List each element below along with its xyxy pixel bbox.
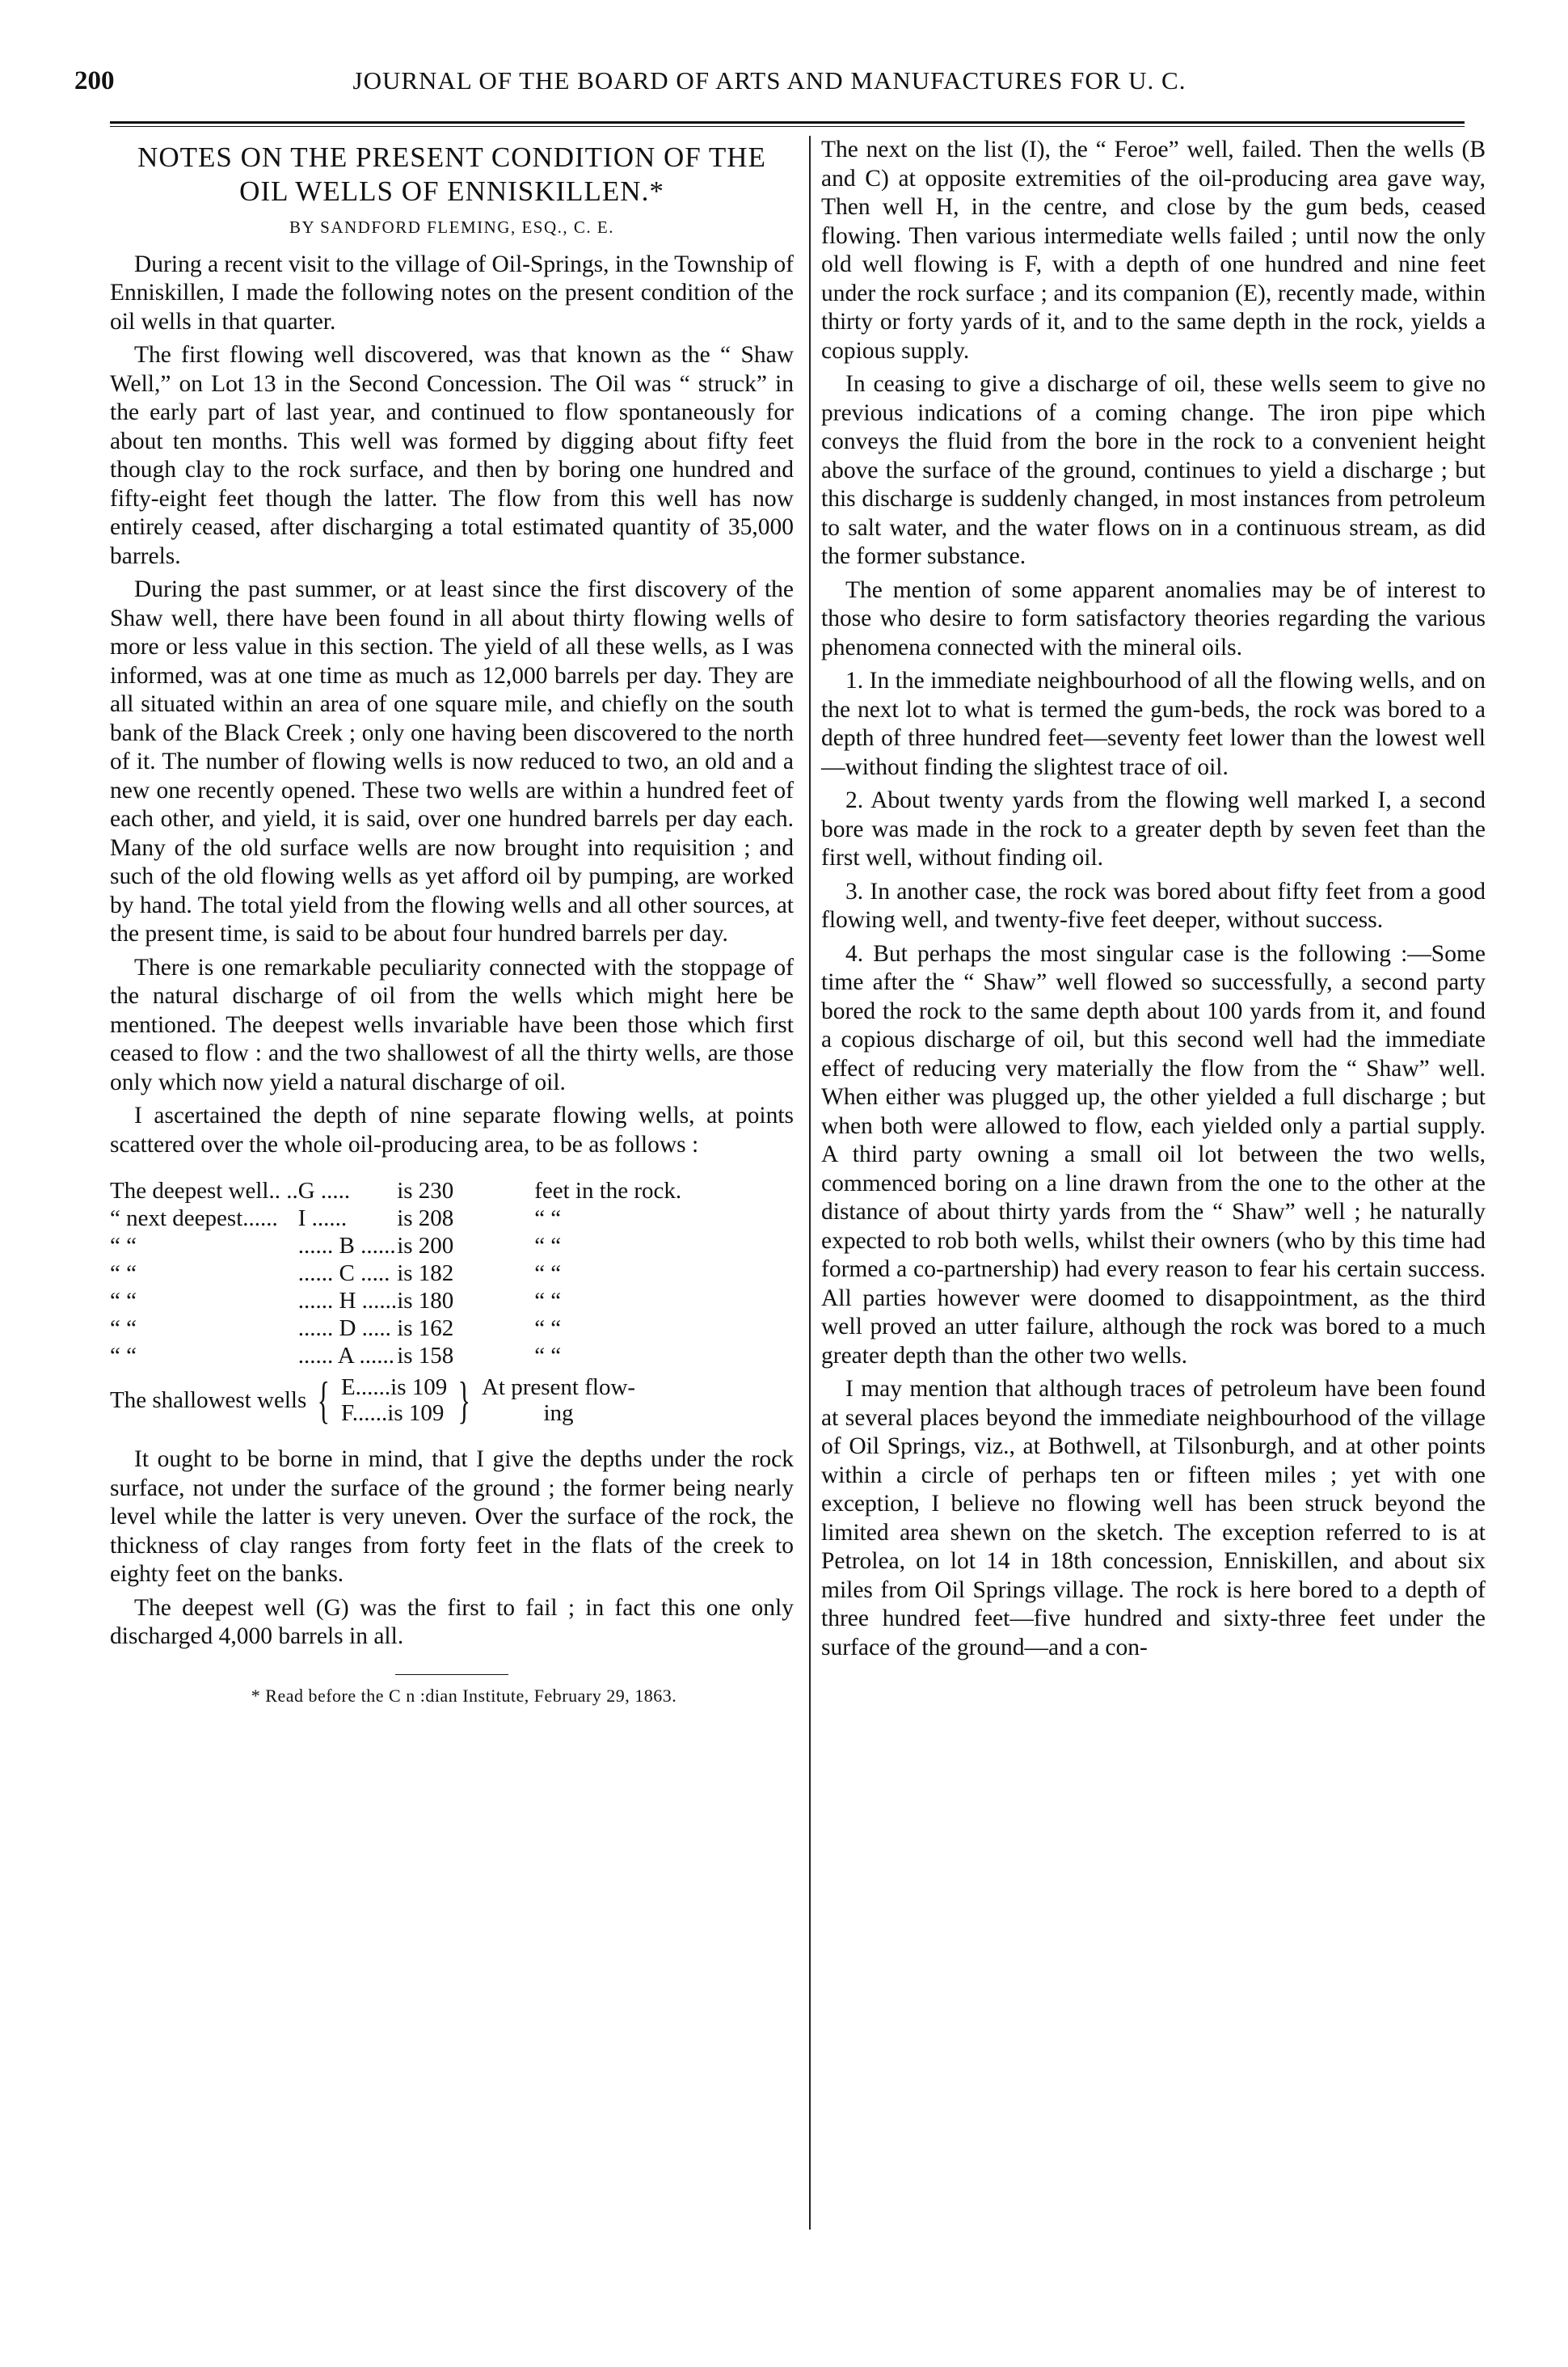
paragraph: The deepest well (G) was the first to fail ; in fact this one only discharged 4,000 barrels in all. bbox=[110, 1594, 794, 1649]
row-label: “ “ bbox=[110, 1260, 137, 1286]
paragraph: In ceasing to give a discharge of oil, these wells seem to give no previous indications of a coming change. The iron pipe which conveys the fluid from the bore in the rock to a convenient height above the surface of the ground, continues to yield a discharge ; but this discharge is suddenly changed, in most instances from petroleum to salt water, and the water flows on in a continuous stream, as did the former substance. bbox=[821, 371, 1486, 569]
well-depth: is 180 bbox=[397, 1288, 454, 1314]
table-row bbox=[110, 1205, 794, 1232]
right-column bbox=[821, 136, 1486, 2238]
left-brace: { bbox=[317, 1371, 331, 1428]
well-letter: ...... A ...... bbox=[297, 1343, 394, 1369]
row-label: “ next deepest...... bbox=[110, 1205, 278, 1231]
well-depth: is 182 bbox=[397, 1260, 454, 1286]
well-letter: I ...... bbox=[297, 1205, 348, 1231]
row-tail: “ “ bbox=[534, 1233, 562, 1259]
row-tail: “ “ bbox=[534, 1343, 562, 1369]
column-divider bbox=[809, 136, 811, 2230]
paragraph: 1. In the immediate neighbourhood of all the flowing wells, and on the next lot to what is termed the gum-beds, the rock was bored to a depth of three hundred feet—seventy feet lower than the lowest well—without finding the slightest trace of oil. bbox=[821, 668, 1486, 780]
shallowest-label: The shallowest wells bbox=[110, 1387, 307, 1413]
well-depth-table bbox=[110, 1177, 794, 1369]
shallow-well-f: F......is 109 bbox=[340, 1400, 445, 1426]
row-tail: “ “ bbox=[534, 1315, 562, 1341]
well-depth: is 158 bbox=[397, 1343, 454, 1369]
well-depth: is 200 bbox=[397, 1233, 454, 1259]
row-label: The deepest well.. .. bbox=[110, 1178, 298, 1204]
shallowest-values bbox=[341, 1374, 447, 1426]
well-depth: is 162 bbox=[397, 1315, 454, 1341]
article-title: NOTES ON THE PRESENT CONDITION OF THE OIL WELLS OF ENNISKILLEN.* bbox=[137, 141, 766, 207]
paragraph: 2. About twenty yards from the flowing well marked I, a second bore was made in the rock to a greater depth by seven feet than the first well, without finding oil. bbox=[821, 787, 1486, 871]
row-tail: “ “ bbox=[534, 1205, 562, 1231]
left-column bbox=[110, 136, 794, 2238]
well-depth: is 230 bbox=[397, 1178, 454, 1204]
paragraph: There is one remarkable peculiarity connected with the stoppage of the natural discharge of oil from the wells which might here be mentioned. The deepest wells invariable have been those which first ceased to flow : and the two shallowest of all the thirty wells, are those only which now yield a natural discharge of oil. bbox=[110, 954, 794, 1095]
article-byline: BY SANDFORD FLEMING, ESQ., C. E. bbox=[289, 217, 614, 237]
note-line: At present flow- bbox=[481, 1374, 636, 1400]
footnote: * Read before the C n :dian Institute, February 29, 1863. bbox=[251, 1685, 677, 1706]
paragraph: The next on the list (I), the “ Feroe” well, failed. Then the wells (B and C) at opposite extremities of the oil-producing area gave way, Then well H, in the centre, and close by the gum beds, ceased flowing. Then various intermediate wells failed ; until now the only old well flowing is F, with a depth of one hundred and nine feet under the rock surface ; and its companion (E), recently made, within thirty or forty yards of it, and to the same depth in the rock, yields a copious supply. bbox=[821, 137, 1486, 364]
paragraph: During the past summer, or at least since the first discovery of the Shaw well, there have been found in all about thirty flowing wells of more or less value in this section. The yield of all these wells, as I was informed, was at one time as much as 12,000 barrels per day. They are all situated within an area of one square mile, and chiefly on the south bank of the Black Creek ; only one having been discovered to the north of it. The number of flowing wells is now reduced to two, an old and a new one recently opened. These two wells are within a hundred feet of each other, and yield, it is said, over one hundred barrels per day each. Many of the old surface wells are now brought into requisition ; and such of the old flowing wells as yet afford oil by pumping, are worked by hand. The total yield from the flowing wells and all other sources, at the present time, is said to be about four hundred barrels per day. bbox=[110, 576, 794, 947]
well-depth: is 208 bbox=[397, 1205, 454, 1231]
right-brace: } bbox=[457, 1371, 471, 1428]
running-head bbox=[74, 66, 1465, 115]
table-row bbox=[110, 1177, 794, 1205]
well-letter: ...... H ...... bbox=[297, 1288, 398, 1314]
row-label: “ “ bbox=[110, 1233, 137, 1259]
well-letter: ...... B ...... bbox=[297, 1233, 396, 1259]
table-row bbox=[110, 1259, 794, 1287]
well-letter: G ..... bbox=[297, 1178, 351, 1204]
paragraph: It ought to be borne in mind, that I give the depths under the rock surface, not under the surface of the ground ; the former being nearly level while the latter is very uneven. Over the surface of the rock, the thickness of clay ranges from forty feet in the flats of the creek to eighty feet on the banks. bbox=[110, 1446, 794, 1587]
paragraph: The mention of some apparent anomalies may be of interest to those who desire to form satisfactory theories regarding the various phenomena connected with the mineral oils. bbox=[821, 576, 1486, 660]
shallow-well-e: E......is 109 bbox=[340, 1374, 448, 1400]
paragraph: I ascertained the depth of nine separate flowing wells, at points scattered over the whole oil-producing area, to be as follows : bbox=[110, 1103, 794, 1158]
paragraph: 3. In another case, the rock was bored about fifty feet from a good flowing well, and twenty-five feet deeper, without success. bbox=[821, 878, 1486, 933]
table-row bbox=[110, 1342, 794, 1369]
paragraph: During a recent visit to the village of Oil-Springs, in the Township of Enniskillen, I made the following notes on the present condition of the oil wells in that quarter. bbox=[110, 251, 794, 335]
well-letter: ...... C ..... bbox=[297, 1260, 390, 1286]
shallowest-wells-entry bbox=[110, 1371, 794, 1428]
header-rule-thin bbox=[110, 126, 1465, 127]
table-row bbox=[110, 1232, 794, 1259]
paragraph: The first flowing well discovered, was that known as the “ Shaw Well,” on Lot 13 in the Second Concession. The Oil was “ struck” in the early part of last year, and continued to flow spontaneously for about ten months. This well was formed by digging about fifty feet though clay to the rock surface, and then by boring one hundred and fifty-eight feet though the latter. The flow from this well has now entirely ceased, after discharging a total estimated quantity of 35,000 barrels. bbox=[110, 342, 794, 569]
row-tail: feet in the rock. bbox=[534, 1178, 682, 1204]
header-rule bbox=[110, 121, 1465, 124]
row-label: “ “ bbox=[110, 1343, 137, 1369]
shallowest-note bbox=[482, 1374, 635, 1426]
table-row bbox=[110, 1314, 794, 1342]
paragraph: I may mention that although traces of petroleum have been found at several places beyond the immediate neighbourhood of the village of Oil Springs, viz., at Bothwell, at Tilsonburgh, and at other points within a circle of perhaps ten or fifteen miles ; yet with one exception, I believe no flowing well has been struck beyond the limited area shewn on the sketch. The exception referred to is at Petrolea, on lot 14 in 18th concession, Enniskillen, and about six miles from Oil Springs village. The rock is here bored to a depth of three hundred feet—five hundred and sixty-three feet under the surface of the ground—and a con- bbox=[821, 1376, 1486, 1660]
row-label: “ “ bbox=[110, 1288, 137, 1314]
page-number: 200 bbox=[74, 66, 115, 95]
row-tail: “ “ bbox=[534, 1288, 562, 1314]
well-letter: ...... D ..... bbox=[297, 1315, 391, 1341]
table-row bbox=[110, 1287, 794, 1314]
row-label: “ “ bbox=[110, 1315, 137, 1341]
note-line: ing bbox=[543, 1400, 574, 1426]
footnote-rule bbox=[395, 1674, 508, 1675]
paragraph: 4. But perhaps the most singular case is the following :—Some time after the “ Shaw” well flowed so successfully, a second party bored the rock to the same depth about 100 yards from it, and found a copious discharge of oil, but this second well had the immediate effect of reducing very materially the flow from the “ Shaw” well. When either was plugged up, the other yielded a full discharge ; but when both were allowed to flow, each yielded only a partial supply. A third party owning a small oil lot between the two wells, commenced boring on a line drawn from the one to the other at the distance of about thirty yards from the “ Shaw” well ; he naturally expected to rob both wells, whilst their owners (who by this time had formed a co-partnership) had every reason to fear his certain success. All parties however were doomed to disappointment, as the third well proved an utter failure, although the rock was bored to a much greater depth than the other two wells. bbox=[821, 940, 1486, 1369]
row-tail: “ “ bbox=[534, 1260, 562, 1286]
journal-title: JOURNAL OF THE BOARD OF ARTS AND MANUFACTURES FOR U. C. bbox=[352, 66, 1187, 95]
